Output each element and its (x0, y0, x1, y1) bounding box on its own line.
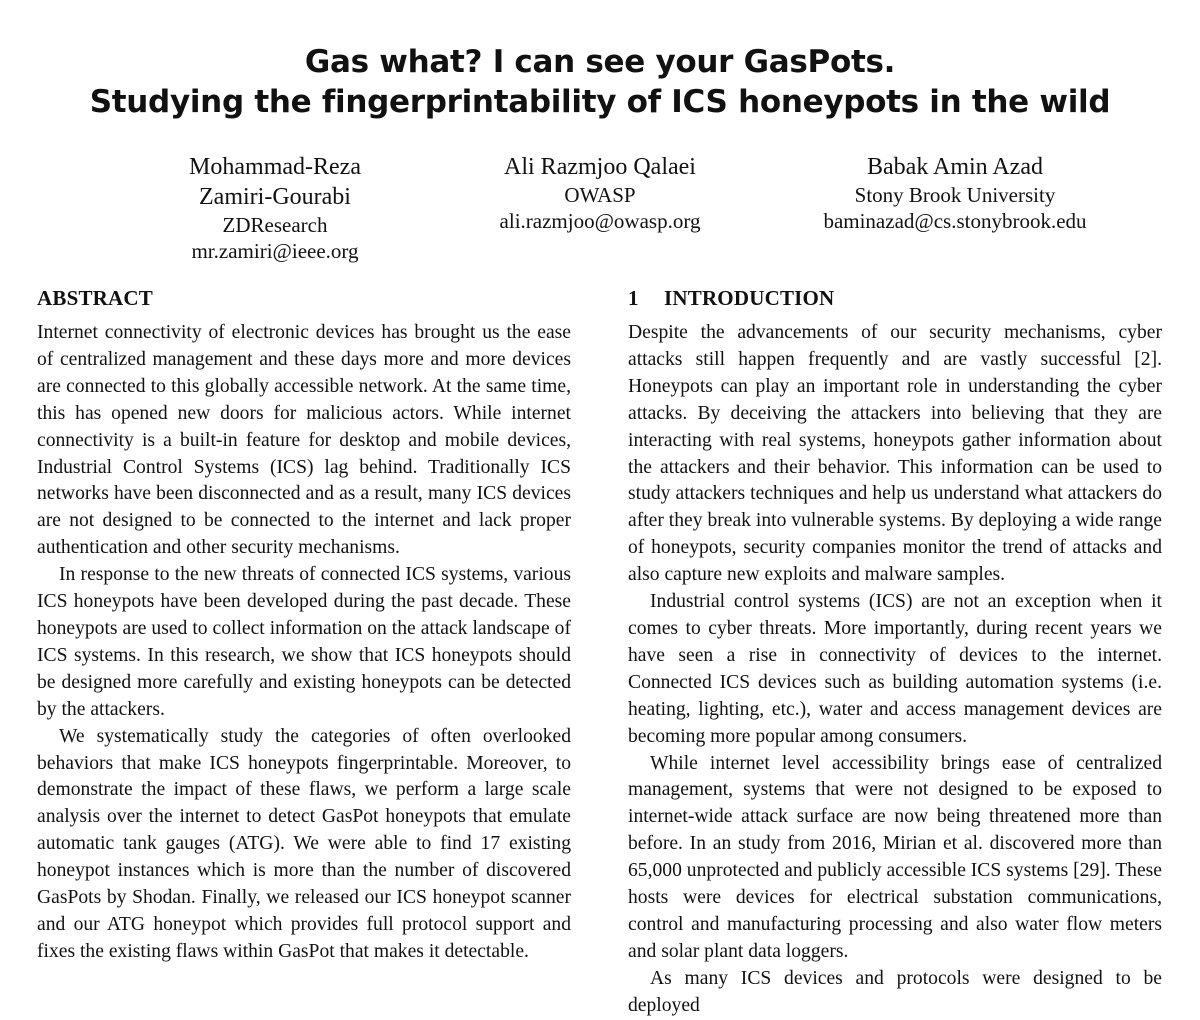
author-name-continued: Zamiri-Gourabi (199, 184, 351, 210)
author-name: Mohammad-Reza (189, 154, 361, 180)
section-title: INTRODUCTION (664, 286, 835, 310)
author-block-3 (770, 152, 1140, 234)
author-email: ali.razmjoo@owasp.org (499, 209, 701, 233)
paper-title-line-2: Studying the fingerprintability of ICS honeypots in the wild (89, 84, 1111, 120)
author-email: baminazad@cs.stonybrook.edu (823, 209, 1087, 233)
author-block-1 (100, 152, 450, 264)
paper-title-line-1: Gas what? I can see your GasPots. (304, 44, 896, 80)
introduction-heading (628, 285, 1162, 311)
introduction-paragraph-1: Despite the advancements of our security mechanisms, cyber attacks still happen frequently and are vastly successful [2]. Honeypots can play an important role in understanding the cyber attacks. By deceiving the attackers into believing that they are interacting with real systems, honeypots gather information about the attackers and their behavior. This information can be used to study attackers techniques and help us understand what attackers do after they break into vulnerable systems. By deploying a wide range of honeypots, security companies monitor the trend of attacks and also capture new exploits and malware samples. (628, 322, 1162, 586)
author-name: Babak Amin Azad (867, 154, 1043, 180)
author-name: Ali Razmjoo Qalaei (504, 154, 696, 180)
author-affiliation: ZDResearch (222, 213, 328, 237)
introduction-paragraph-3: While internet level accessibility brings ease of centralized management, systems that were not designed to be exposed to internet-wide attack surface are now being threatened more than before. In an study from 2016, Mirian et al. discovered more than 65,000 unprotected and publicly accessible ICS systems [29]. These hosts were devices for electrical substation communications, control and manufacturing processing and also water flow meters and solar plant data loggers. (628, 752, 1162, 962)
author-email: mr.zamiri@ieee.org (191, 239, 359, 263)
abstract-heading: ABSTRACT (37, 286, 153, 310)
abstract-paragraph-2: In response to the new threats of connected ICS systems, various ICS honeypots have been developed during the past decade. These honeypots are used to collect information on the attack landscape of ICS systems. In this research, we show that ICS honeypots should be designed more carefully and existing honeypots can be detected by the attackers. (37, 564, 571, 720)
introduction-column (628, 285, 1162, 1020)
section-number: 1 (628, 286, 639, 310)
author-affiliation: Stony Brook University (854, 183, 1056, 207)
author-block-2 (425, 152, 775, 234)
introduction-paragraph-2: Industrial control systems (ICS) are not an exception when it comes to cyber threats. More importantly, during recent years we have seen a rise in connectivity of devices to the internet. Connected ICS devices such as building automation systems (i.e. heating, lighting, etc.), water and access management devices are becoming more popular among consumers. (628, 591, 1162, 747)
introduction-paragraph-4: As many ICS devices and protocols were designed to be deployed (628, 967, 1162, 1016)
abstract-column (37, 285, 571, 966)
paper-title (0, 42, 1200, 122)
author-affiliation: OWASP (564, 183, 636, 207)
abstract-paragraph-3: We systematically study the categories of often overlooked behaviors that make ICS honeypots fingerprintable. Moreover, to demonstrate the impact of these flaws, we perform a large scale analysis over the internet to detect GasPot honeypots that emulate automatic tank gauges (ATG). We were able to find 17 existing honeypot instances which is more than the number of discovered GasPots by Shodan. Finally, we released our ICS honeypot scanner and our ATG honeypot which provides full protocol support and fixes the existing flaws within GasPot that makes it detectable. (37, 725, 571, 962)
abstract-paragraph-1: Internet connectivity of electronic devices has brought us the ease of centralized management and these days more and more devices are connected to this globally accessible network. At the same time, this has opened new doors for malicious actors. While internet connectivity is a built-in feature for desktop and mobile devices, Industrial Control Systems (ICS) lag behind. Traditionally ICS networks have been disconnected and as a result, many ICS devices are not designed to be connected to the internet and lack proper authentication and other security mechanisms. (37, 322, 571, 559)
